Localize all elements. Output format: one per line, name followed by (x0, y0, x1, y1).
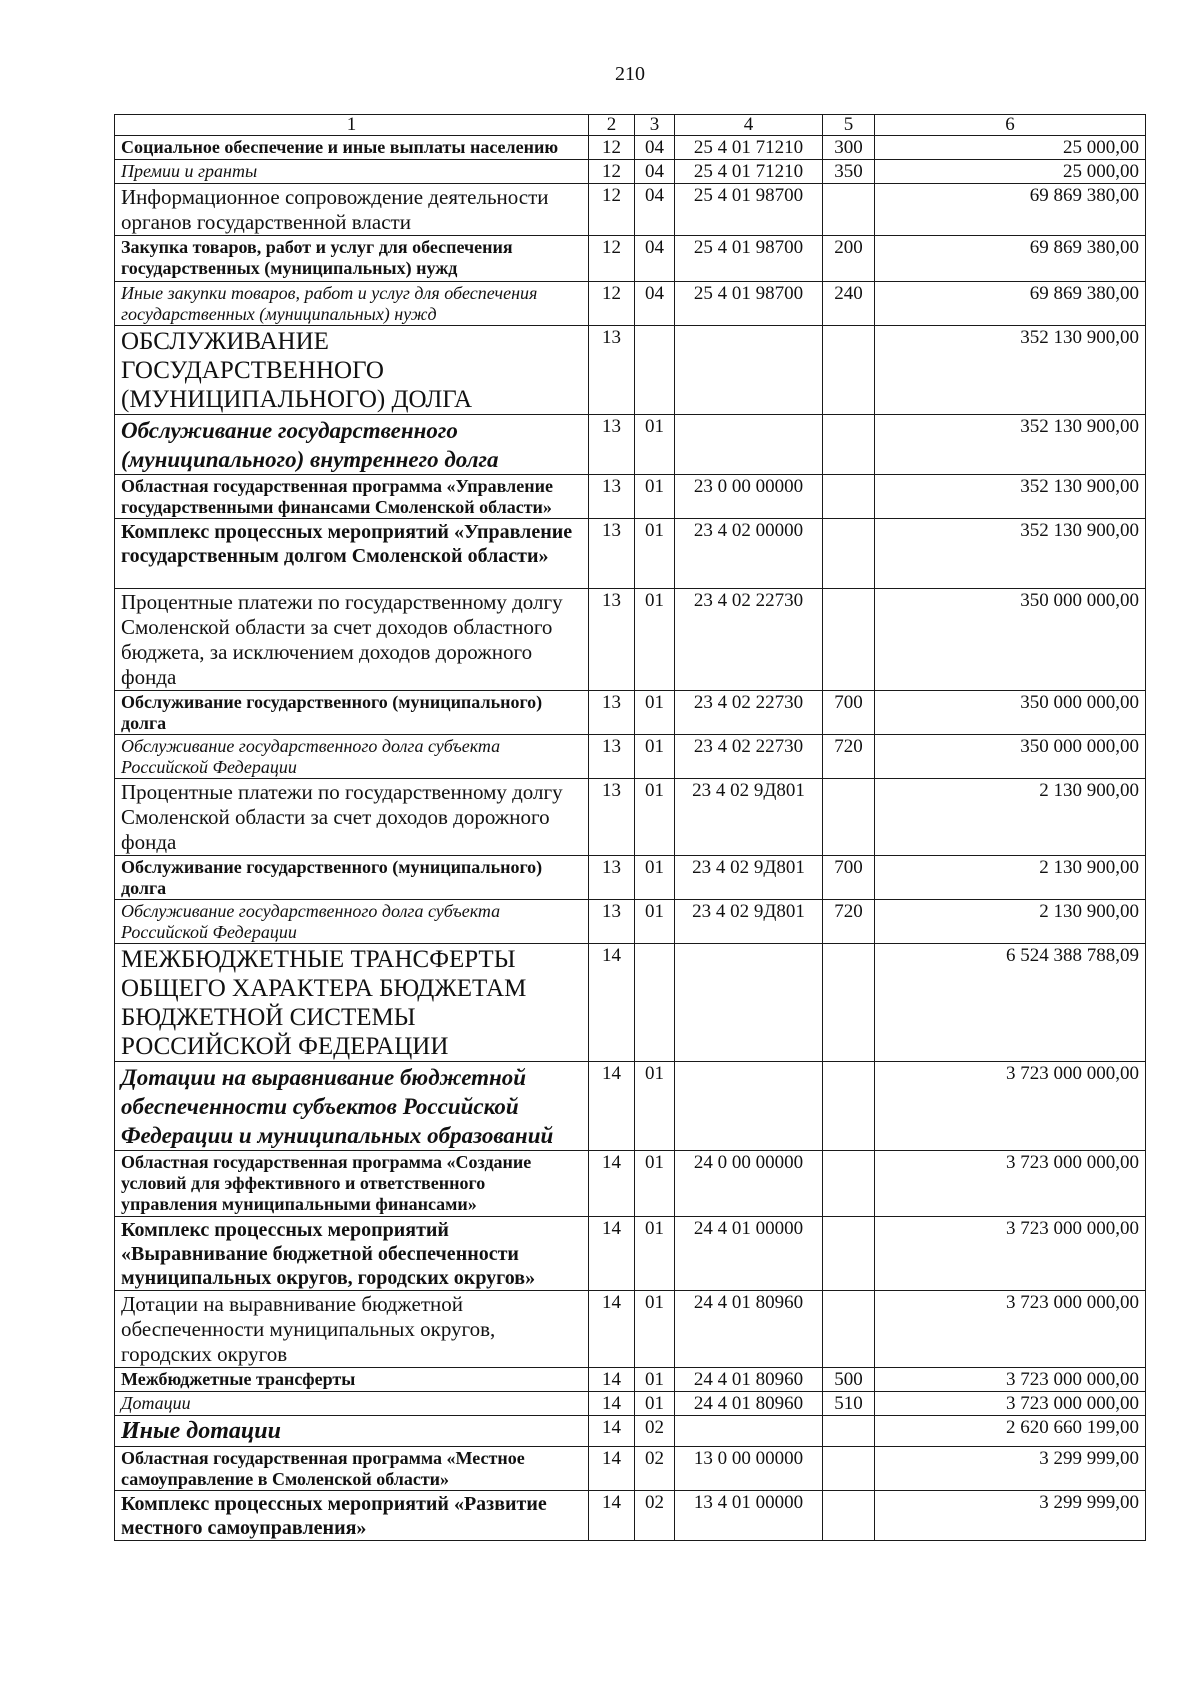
row-name: Обслуживание государственного (муниципального) долга (115, 856, 589, 900)
table-row (115, 1368, 1146, 1392)
row-amount: 352 130 900,00 (875, 326, 1146, 415)
header-row (115, 115, 1146, 136)
row-name: Социальное обеспечение и иные выплаты населению (115, 136, 589, 160)
row-target-article: 24 4 01 00000 (675, 1217, 823, 1291)
row-name: МЕЖБЮДЖЕТНЫЕ ТРАНСФЕРТЫ ОБЩЕГО ХАРАКТЕРА БЮДЖЕТАМ БЮДЖЕТНОЙ СИСТЕМЫ РОССИЙСКОЙ ФЕДЕРАЦИИ (115, 944, 589, 1062)
row-amount: 69 869 380,00 (875, 184, 1146, 236)
row-subsection-code: 01 (635, 900, 675, 944)
row-expense-type (823, 326, 875, 415)
row-target-article: 24 4 01 80960 (675, 1291, 823, 1368)
row-section-code: 13 (589, 326, 635, 415)
row-subsection-code (635, 944, 675, 1062)
row-expense-type (823, 184, 875, 236)
row-expense-type: 720 (823, 900, 875, 944)
row-section-code: 12 (589, 136, 635, 160)
column-header: 4 (675, 115, 823, 136)
row-amount: 350 000 000,00 (875, 589, 1146, 691)
row-expense-type (823, 944, 875, 1062)
table-row (115, 236, 1146, 282)
table-row (115, 136, 1146, 160)
row-name: Областная государственная программа «Местное самоуправление в Смоленской области» (115, 1447, 589, 1491)
row-expense-type: 700 (823, 856, 875, 900)
row-section-code: 14 (589, 1217, 635, 1291)
row-subsection-code: 01 (635, 519, 675, 589)
row-expense-type (823, 519, 875, 589)
row-section-code: 12 (589, 236, 635, 282)
row-expense-type (823, 1217, 875, 1291)
row-expense-type (823, 1062, 875, 1151)
row-subsection-code: 01 (635, 735, 675, 779)
row-target-article: 23 4 02 9Д801 (675, 900, 823, 944)
row-target-article: 25 4 01 98700 (675, 184, 823, 236)
row-name: Премии и гранты (115, 160, 589, 184)
row-amount: 352 130 900,00 (875, 475, 1146, 519)
row-amount: 352 130 900,00 (875, 519, 1146, 589)
table-row (115, 1291, 1146, 1368)
row-name: Дотации (115, 1392, 589, 1416)
row-target-article (675, 326, 823, 415)
row-subsection-code: 02 (635, 1491, 675, 1541)
row-name: ОБСЛУЖИВАНИЕ ГОСУДАРСТВЕННОГО (МУНИЦИПАЛЬНОГО) ДОЛГА (115, 326, 589, 415)
row-subsection-code: 04 (635, 236, 675, 282)
row-target-article: 24 4 01 80960 (675, 1392, 823, 1416)
row-subsection-code: 01 (635, 1368, 675, 1392)
row-expense-type: 200 (823, 236, 875, 282)
row-subsection-code: 01 (635, 779, 675, 856)
row-section-code: 12 (589, 282, 635, 326)
row-subsection-code: 01 (635, 1151, 675, 1217)
table-row (115, 1392, 1146, 1416)
page-number: 210 (615, 63, 645, 85)
table-row (115, 1491, 1146, 1541)
row-name: Комплекс процессных мероприятий «Выравнивание бюджетной обеспеченности муниципальных округов, городских округов» (115, 1217, 589, 1291)
row-section-code: 14 (589, 1368, 635, 1392)
row-name: Обслуживание государственного (муниципального) внутреннего долга (115, 415, 589, 475)
row-expense-type (823, 1491, 875, 1541)
row-name: Комплекс процессных мероприятий «Управление государственным долгом Смоленской области» (115, 519, 589, 589)
table-row (115, 735, 1146, 779)
row-expense-type (823, 1447, 875, 1491)
row-section-code: 13 (589, 779, 635, 856)
row-expense-type (823, 415, 875, 475)
row-target-article: 23 4 02 00000 (675, 519, 823, 589)
row-section-code: 14 (589, 944, 635, 1062)
row-expense-type (823, 1416, 875, 1447)
column-header: 3 (635, 115, 675, 136)
row-subsection-code: 01 (635, 1062, 675, 1151)
row-target-article: 23 4 02 22730 (675, 691, 823, 735)
column-header: 5 (823, 115, 875, 136)
row-expense-type: 500 (823, 1368, 875, 1392)
table-row (115, 184, 1146, 236)
row-amount: 2 620 660 199,00 (875, 1416, 1146, 1447)
row-target-article: 25 4 01 71210 (675, 160, 823, 184)
row-name: Иные закупки товаров, работ и услуг для обеспечения государственных (муниципальных) нужд (115, 282, 589, 326)
row-amount: 2 130 900,00 (875, 900, 1146, 944)
row-subsection-code: 01 (635, 691, 675, 735)
table-body (115, 136, 1146, 1541)
row-amount: 3 723 000 000,00 (875, 1151, 1146, 1217)
row-section-code: 14 (589, 1151, 635, 1217)
table-row (115, 1447, 1146, 1491)
row-subsection-code: 04 (635, 136, 675, 160)
row-amount: 69 869 380,00 (875, 282, 1146, 326)
row-target-article (675, 944, 823, 1062)
row-expense-type: 350 (823, 160, 875, 184)
row-name: Областная государственная программа «Создание условий для эффективного и ответственного управления муниципальными финансами» (115, 1151, 589, 1217)
row-subsection-code: 01 (635, 475, 675, 519)
table-row (115, 1062, 1146, 1151)
row-amount: 3 723 000 000,00 (875, 1392, 1146, 1416)
row-name: Процентные платежи по государственному долгу Смоленской области за счет доходов дорожного фонда (115, 779, 589, 856)
row-target-article: 23 0 00 00000 (675, 475, 823, 519)
row-amount: 350 000 000,00 (875, 691, 1146, 735)
row-expense-type (823, 589, 875, 691)
row-amount: 3 723 000 000,00 (875, 1062, 1146, 1151)
row-target-article (675, 1062, 823, 1151)
row-section-code: 13 (589, 900, 635, 944)
row-subsection-code (635, 326, 675, 415)
row-name: Комплекс процессных мероприятий «Развитие местного самоуправления» (115, 1491, 589, 1541)
row-subsection-code: 04 (635, 184, 675, 236)
row-expense-type (823, 1291, 875, 1368)
row-section-code: 12 (589, 184, 635, 236)
table-row (115, 519, 1146, 589)
table-row (115, 1151, 1146, 1217)
table-row (115, 944, 1146, 1062)
row-amount: 3 299 999,00 (875, 1491, 1146, 1541)
row-section-code: 14 (589, 1491, 635, 1541)
row-expense-type (823, 1151, 875, 1217)
row-section-code: 13 (589, 691, 635, 735)
row-name: Межбюджетные трансферты (115, 1368, 589, 1392)
row-amount: 2 130 900,00 (875, 779, 1146, 856)
row-target-article: 23 4 02 9Д801 (675, 779, 823, 856)
row-amount: 3 723 000 000,00 (875, 1368, 1146, 1392)
row-section-code: 14 (589, 1447, 635, 1491)
row-section-code: 14 (589, 1392, 635, 1416)
table-row (115, 282, 1146, 326)
row-target-article: 25 4 01 71210 (675, 136, 823, 160)
row-subsection-code: 01 (635, 1291, 675, 1368)
row-target-article: 23 4 02 22730 (675, 589, 823, 691)
row-name: Областная государственная программа «Управление государственными финансами Смоленской области» (115, 475, 589, 519)
table-row (115, 1217, 1146, 1291)
row-amount: 25 000,00 (875, 136, 1146, 160)
row-subsection-code: 01 (635, 1217, 675, 1291)
row-expense-type: 240 (823, 282, 875, 326)
row-target-article: 24 0 00 00000 (675, 1151, 823, 1217)
row-name: Иные дотации (115, 1416, 589, 1447)
table-row (115, 856, 1146, 900)
row-subsection-code: 04 (635, 282, 675, 326)
row-target-article: 13 0 00 00000 (675, 1447, 823, 1491)
row-section-code: 13 (589, 415, 635, 475)
column-header: 2 (589, 115, 635, 136)
budget-table (114, 114, 1146, 1541)
row-amount: 6 524 388 788,09 (875, 944, 1146, 1062)
row-amount: 3 723 000 000,00 (875, 1217, 1146, 1291)
row-amount: 69 869 380,00 (875, 236, 1146, 282)
row-expense-type: 720 (823, 735, 875, 779)
row-target-article (675, 1416, 823, 1447)
row-section-code: 13 (589, 856, 635, 900)
row-name: Закупка товаров, работ и услуг для обеспечения государственных (муниципальных) нужд (115, 236, 589, 282)
table-row (115, 900, 1146, 944)
row-amount: 2 130 900,00 (875, 856, 1146, 900)
row-expense-type (823, 475, 875, 519)
table-row (115, 1416, 1146, 1447)
row-name: Обслуживание государственного (муниципального) долга (115, 691, 589, 735)
row-subsection-code: 01 (635, 415, 675, 475)
row-section-code: 13 (589, 519, 635, 589)
row-target-article: 25 4 01 98700 (675, 236, 823, 282)
row-expense-type (823, 779, 875, 856)
row-amount: 3 299 999,00 (875, 1447, 1146, 1491)
row-expense-type: 700 (823, 691, 875, 735)
row-target-article: 23 4 02 22730 (675, 735, 823, 779)
column-header: 6 (875, 115, 1146, 136)
row-expense-type: 510 (823, 1392, 875, 1416)
table-row (115, 691, 1146, 735)
row-subsection-code: 01 (635, 856, 675, 900)
row-subsection-code: 02 (635, 1447, 675, 1491)
row-target-article: 23 4 02 9Д801 (675, 856, 823, 900)
row-section-code: 14 (589, 1291, 635, 1368)
row-target-article: 25 4 01 98700 (675, 282, 823, 326)
row-target-article: 24 4 01 80960 (675, 1368, 823, 1392)
table-row (115, 475, 1146, 519)
row-subsection-code: 01 (635, 1392, 675, 1416)
row-section-code: 13 (589, 475, 635, 519)
column-header: 1 (115, 115, 589, 136)
row-name: Обслуживание государственного долга субъекта Российской Федерации (115, 735, 589, 779)
table-row (115, 160, 1146, 184)
table-row (115, 779, 1146, 856)
row-subsection-code: 04 (635, 160, 675, 184)
row-section-code: 14 (589, 1062, 635, 1151)
row-expense-type: 300 (823, 136, 875, 160)
table-row (115, 326, 1146, 415)
row-subsection-code: 01 (635, 589, 675, 691)
row-section-code: 12 (589, 160, 635, 184)
row-section-code: 13 (589, 735, 635, 779)
row-target-article: 13 4 01 00000 (675, 1491, 823, 1541)
row-name: Дотации на выравнивание бюджетной обеспеченности муниципальных округов, городских округов (115, 1291, 589, 1368)
row-amount: 350 000 000,00 (875, 735, 1146, 779)
row-section-code: 14 (589, 1416, 635, 1447)
row-amount: 3 723 000 000,00 (875, 1291, 1146, 1368)
row-target-article (675, 415, 823, 475)
row-name: Обслуживание государственного долга субъекта Российской Федерации (115, 900, 589, 944)
table-row (115, 415, 1146, 475)
row-name: Процентные платежи по государственному долгу Смоленской области за счет доходов областного бюджета, за исключением доходов дорожного фонда (115, 589, 589, 691)
row-amount: 25 000,00 (875, 160, 1146, 184)
row-section-code: 13 (589, 589, 635, 691)
row-name: Дотации на выравнивание бюджетной обеспеченности субъектов Российской Федерации и муниципальных образований (115, 1062, 589, 1151)
row-subsection-code: 02 (635, 1416, 675, 1447)
table-row (115, 589, 1146, 691)
row-name: Информационное сопровождение деятельности органов государственной власти (115, 184, 589, 236)
row-amount: 352 130 900,00 (875, 415, 1146, 475)
